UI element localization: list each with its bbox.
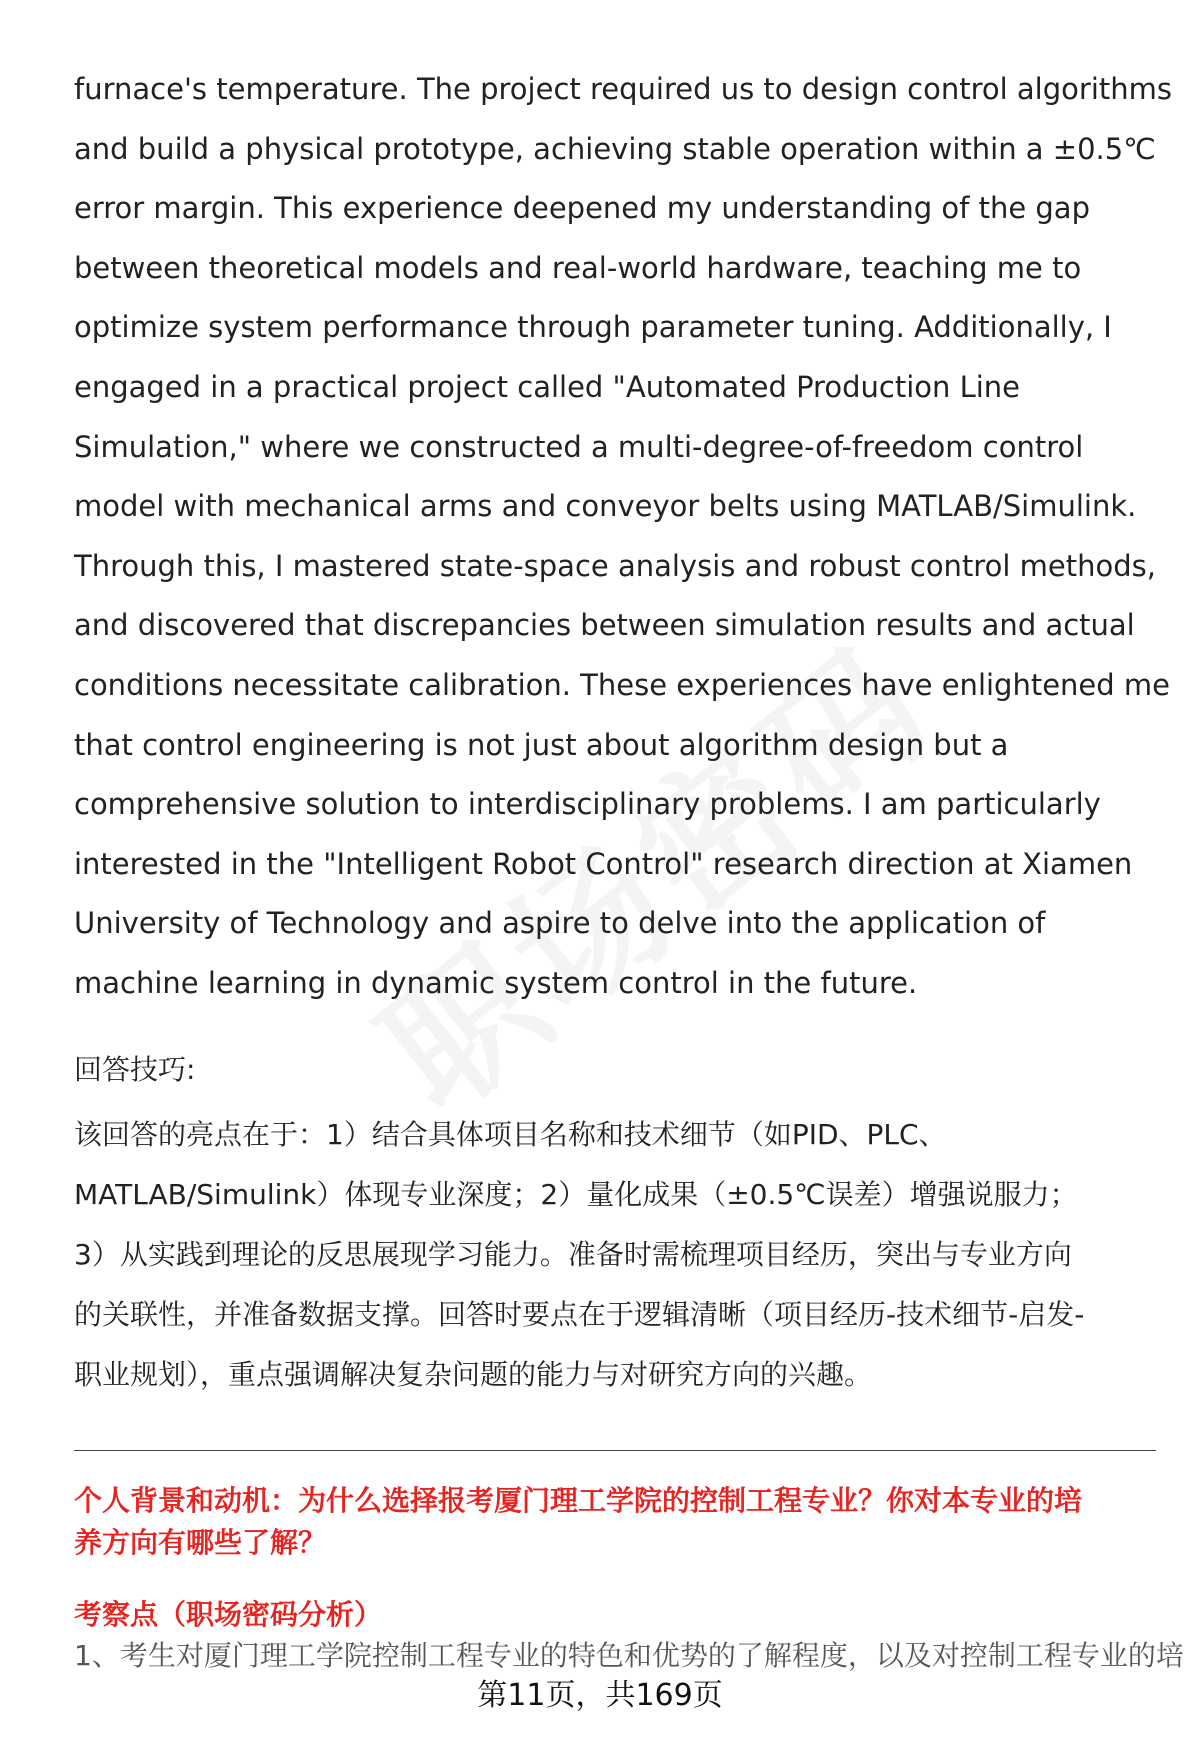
tips-line: MATLAB/Simulink）体现专业深度；2）量化成果（±0.5℃误差）增强说服力； (74, 1178, 1078, 1211)
answer-paragraph (74, 60, 1172, 1014)
cutoff-text-line (74, 1639, 1184, 1676)
page-footer (0, 1676, 1200, 1716)
answer-line: furnace's temperature. The project required us to design control algorithms (74, 72, 1172, 106)
tips-heading: 回答技巧: (74, 1053, 196, 1086)
tips-line: 3）从实践到理论的反思展现学习能力。准备时需梳理项目经历，突出与专业方向 (74, 1238, 1072, 1271)
answer-line: conditions necessitate calibration. These experiences have enlightened me (74, 667, 1170, 702)
answer-line: machine learning in dynamic system control in the future. (74, 965, 918, 1000)
tips-line: 职业规划），重点强调解决复杂问题的能力与对研究方向的兴趣。 (74, 1358, 873, 1391)
section-divider (74, 1450, 1156, 1451)
answer-line: model with mechanical arms and conveyor belts using MATLAB/Simulink. (74, 489, 1137, 524)
tips-line: 的关联性，并准备数据支撑。回答时要点在于逻辑清晰（项目经历-技术细节-启发- (74, 1298, 1085, 1331)
answer-line: error margin. This experience deepened my understanding of the gap (74, 191, 1090, 226)
answer-line: between theoretical models and real-world hardware, teaching me to (74, 250, 1082, 285)
answer-line: University of Technology and aspire to delve into the application of (74, 906, 1046, 941)
answer-line: Simulation," where we constructed a multi-degree-of-freedom control (74, 429, 1084, 464)
answer-line: Through this, I mastered state-space analysis and robust control methods, (74, 548, 1156, 583)
page-number-label: 第11页，共169页 (471, 1678, 728, 1713)
answer-line: engaged in a practical project called "Automated Production Line (74, 369, 1021, 404)
question-title-line: 养方向有哪些了解？ (74, 1526, 327, 1559)
tips-line: 该回答的亮点在于：1）结合具体项目名称和技术细节（如PID、PLC、 (74, 1118, 947, 1151)
answer-line: and build a physical prototype, achieving stable operation within a ±0.5℃ (74, 131, 1156, 166)
answer-line: interested in the "Intelligent Robot Control" research direction at Xiamen (74, 846, 1133, 881)
tips-paragraph (74, 1105, 1164, 1405)
question-title (74, 1480, 1164, 1564)
question-title-line: 个人背景和动机：为什么选择报考厦门理工学院的控制工程专业？你对本专业的培 (74, 1484, 1083, 1517)
cutoff-text: 1、考生对厦门理工学院控制工程专业的特色和优势的了解程度，以及对控制工程专业的培 (74, 1639, 1184, 1672)
answer-line: and discovered that discrepancies between simulation results and actual (74, 608, 1135, 643)
answer-line: that control engineering is not just about algorithm design but a (74, 727, 1009, 762)
answer-line: comprehensive solution to interdisciplinary problems. I am particularly (74, 787, 1101, 822)
analysis-heading: 考察点（职场密码分析） (74, 1598, 383, 1631)
answer-line: optimize system performance through parameter tuning. Additionally, I (74, 310, 1112, 345)
